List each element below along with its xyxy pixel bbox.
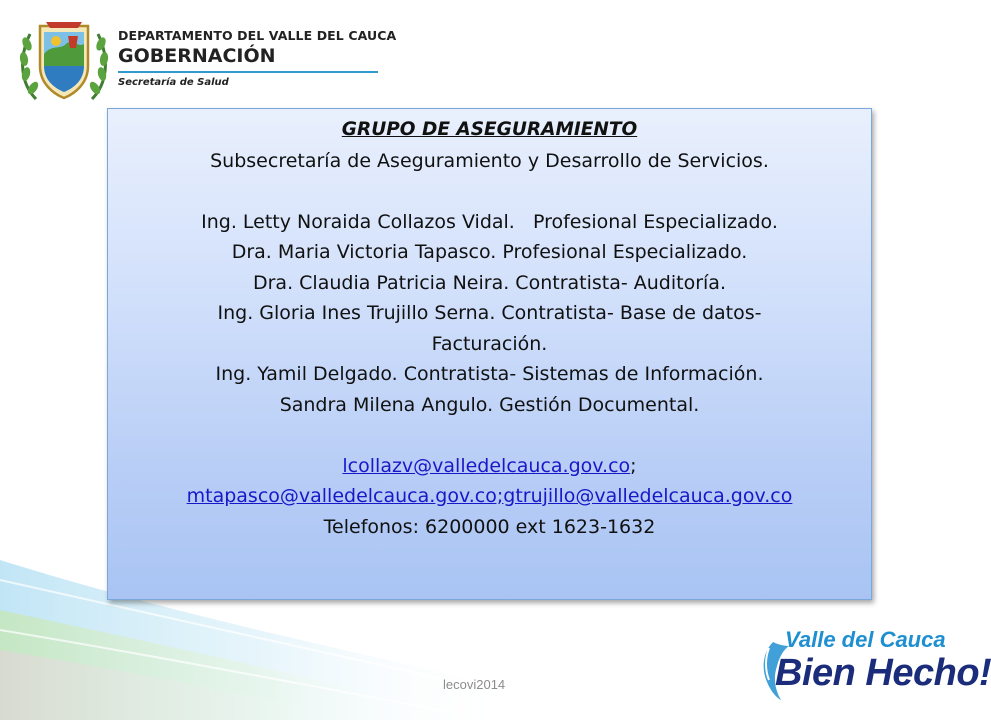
brand-top-text: Valle del Cauca [785, 627, 946, 652]
email-link-tapasco-trujillo[interactable]: mtapasco@valledelcauca.gov.co;gtrujillo@valledelcauca.gov.co [186, 485, 793, 507]
group-title: GRUPO DE ASEGURAMIENTO [341, 119, 638, 140]
brand-bottom-text: Bien Hecho! [775, 652, 991, 694]
email-line-2 [108, 481, 871, 512]
email-separator: ; [630, 454, 637, 477]
staff-line: Ing. Yamil Delgado. Contratista- Sistemas de Información. [215, 363, 764, 385]
spacer [108, 420, 871, 451]
government-title: GOBERNACIÓN [118, 45, 276, 67]
content-box [107, 108, 872, 600]
content-text [108, 115, 871, 542]
coat-of-arms-icon [16, 14, 112, 104]
email-line-1 [108, 451, 871, 482]
staff-line: Ing. Letty Noraida Collazos Vidal. Profesional Especializado. [201, 210, 778, 233]
secretariat-name: Secretaría de Salud [118, 77, 229, 88]
subsecretariat-name: Subsecretaría de Aseguramiento y Desarrollo de Servicios. [210, 149, 769, 172]
header [10, 14, 397, 104]
staff-line: Sandra Milena Angulo. Gestión Documental. [279, 393, 700, 416]
brand-logo [755, 620, 991, 710]
header-rule [118, 71, 378, 73]
email-link-collazos[interactable]: lcollazv@valledelcauca.gov.co [342, 454, 631, 477]
footer-text: lecovi2014 [443, 677, 506, 692]
staff-line: Dra. Claudia Patricia Neira. Contratista- Auditoría. [252, 271, 726, 294]
phone-line: Telefonos: 6200000 ext 1623-1632 [323, 515, 656, 538]
department-name: DEPARTAMENTO DEL VALLE DEL CAUCA [118, 28, 397, 43]
spacer [108, 176, 871, 207]
staff-line: Dra. Maria Victoria Tapasco. Profesional Especializado. [231, 241, 748, 263]
staff-line: Ing. Gloria Ines Trujillo Serna. Contratista- Base de datos-Facturación. [217, 302, 762, 355]
